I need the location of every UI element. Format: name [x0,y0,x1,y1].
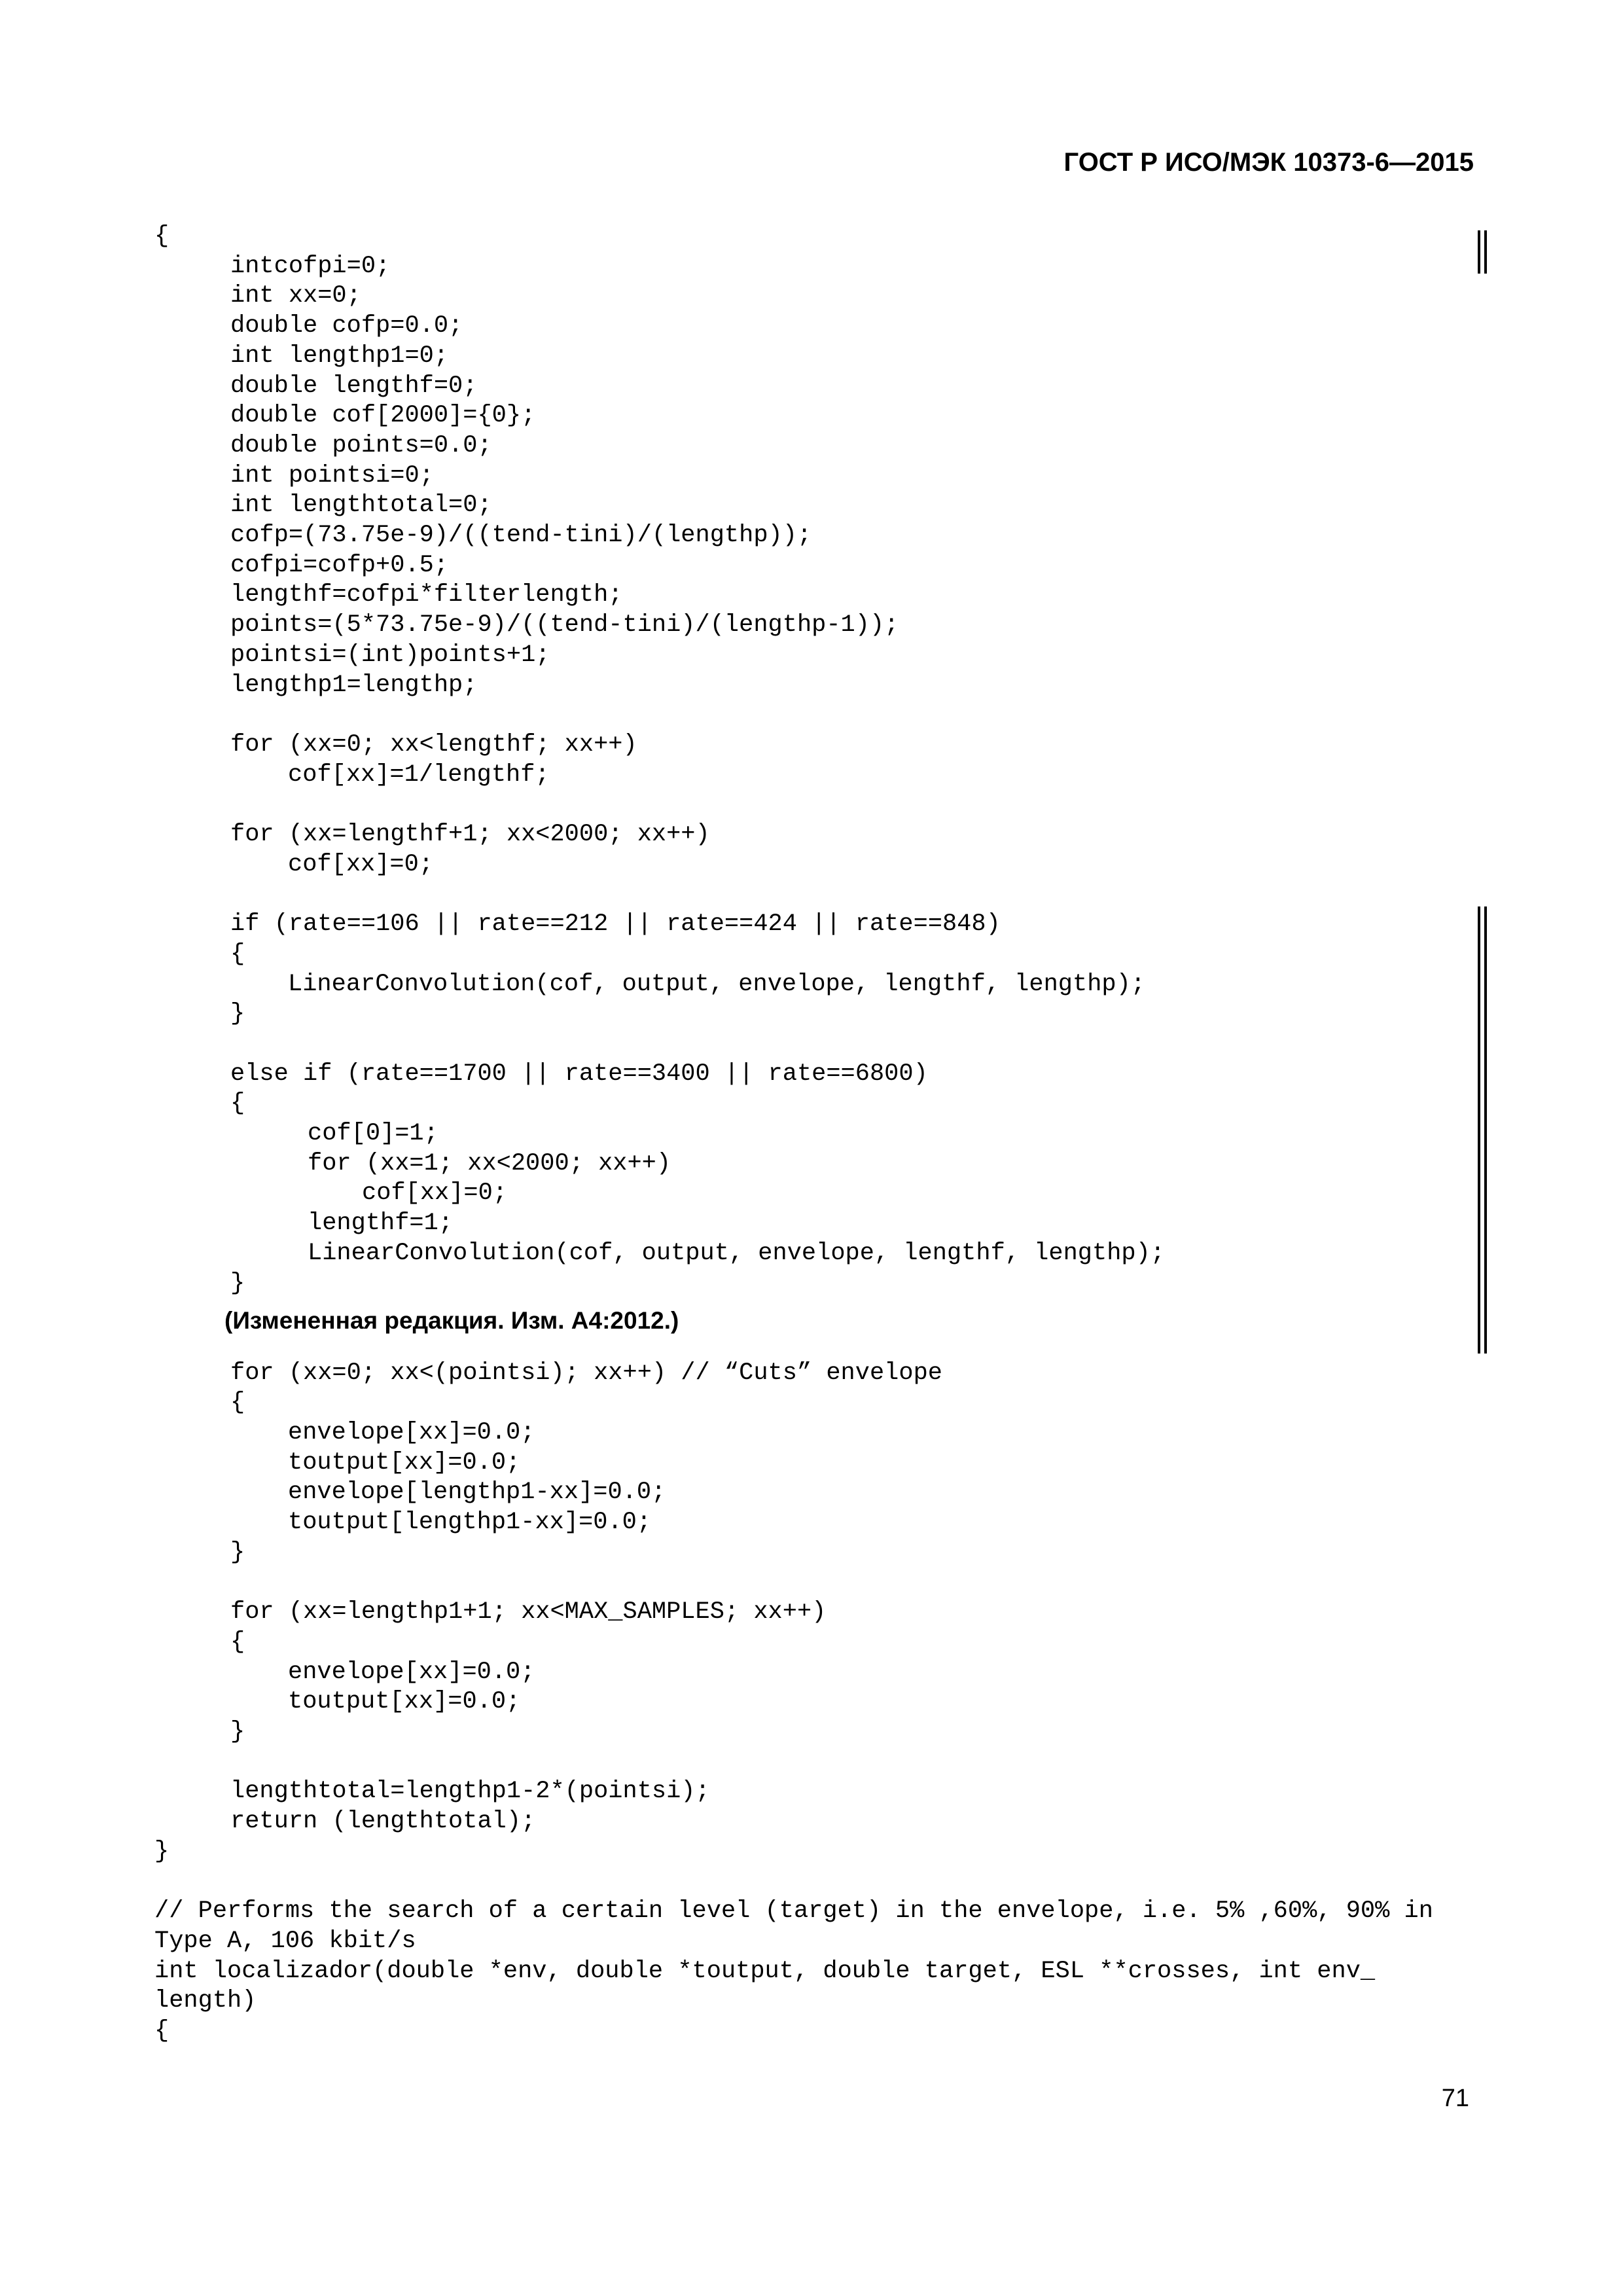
code-line: if (rate==106 || rate==212 || rate==424 || rate==848) [230,910,1001,939]
code-line: cof[0]=1; [308,1120,438,1147]
code-line: LinearConvolution(cof, output, envelope, lengthf, lengthp); [288,970,1146,998]
code-line: length) [154,1987,257,2015]
code-line: // Performs the search of a certain level (target) in the envelope, i.e. 5% ,60%, 90% in [154,1897,1433,1926]
code-line: cof[xx]=1/lengthf; [288,761,550,789]
code-line: return (lengthtotal); [230,1808,536,1836]
code-line: envelope[xx]=0.0; [288,1658,535,1686]
code-line: cof[xx]=0; [362,1179,508,1208]
code-line: int lengthp1=0; [230,342,449,370]
code-line: toutput[xx]=0.0; [288,1688,521,1716]
code-line: double points=0.0; [230,431,492,459]
code-line: int lengthtotal=0; [230,492,492,520]
code-line: intcofpi=0; [230,252,391,280]
code-line: lengthf=1; [308,1210,454,1238]
code-line: Type A, 106 kbit/s [154,1927,416,1955]
code-line: { [230,1628,245,1656]
code-line: LinearConvolution(cof, output, envelope, lengthf, lengthp); [308,1239,1166,1267]
code-line: lengthtotal=lengthp1-2*(pointsi); [230,1778,710,1806]
code-line: toutput[lengthp1-xx]=0.0; [288,1509,652,1537]
code-line: { [154,223,169,250]
code-line: double lengthf=0; [230,372,478,400]
code-line: } [154,1837,169,1865]
code-line: } [230,1538,245,1566]
code-line: for (xx=0; xx<lengthf; xx++) [230,730,637,759]
change-bar [1478,230,1487,274]
code-line: } [230,1718,245,1746]
code-line: for (xx=0; xx<(pointsi); xx++) // “Cuts” envelope [230,1359,942,1387]
code-line: pointsi=(int)points+1; [230,641,550,669]
code-line: toutput[xx]=0.0; [288,1448,521,1477]
code-line: } [230,1269,245,1297]
page-number: 71 [1441,2085,1469,2112]
code-line: double cof[2000]={0}; [230,402,536,430]
code-line: else if (rate==1700 || rate==3400 || rate==6800) [230,1060,928,1088]
code-line: envelope[xx]=0.0; [288,1419,535,1446]
amendment-note: (Измененная редакция. Изм. А4:2012.) [224,1307,679,1334]
code-line: lengthf=cofpi*filterlength; [230,581,623,609]
code-line: cofp=(73.75e-9)/((tend-tini)/(lengthp)); [230,522,812,549]
code-line: for (xx=lengthp1+1; xx<MAX_SAMPLES; xx++) [230,1598,827,1626]
code-line: for (xx=1; xx<2000; xx++) [308,1149,671,1177]
code-line: lengthp1=lengthp; [230,671,478,699]
code-line: { [230,1389,245,1417]
code-line: { [230,1090,245,1118]
code-line: int localizador(double *env, double *toutput, double target, ESL **crosses, int env_ [154,1957,1376,1985]
code-line: { [154,2017,169,2045]
code-line: double cofp=0.0; [230,312,463,340]
code-line: int xx=0; [230,282,361,310]
code-line: points=(5*73.75e-9)/((tend-tini)/(lengthp-1)); [230,611,899,639]
code-line: } [230,1000,245,1028]
code-line: for (xx=lengthf+1; xx<2000; xx++) [230,821,710,848]
code-line: envelope[lengthp1-xx]=0.0; [288,1479,666,1507]
code-line: { [230,940,245,968]
document-header: ГОСТ Р ИСО/МЭК 10373-6—2015 [1063,148,1474,177]
code-line: cofpi=cofp+0.5; [230,551,449,579]
change-bar [1478,906,1487,1354]
code-line: cof[xx]=0; [288,850,434,878]
code-line: int pointsi=0; [230,461,434,490]
